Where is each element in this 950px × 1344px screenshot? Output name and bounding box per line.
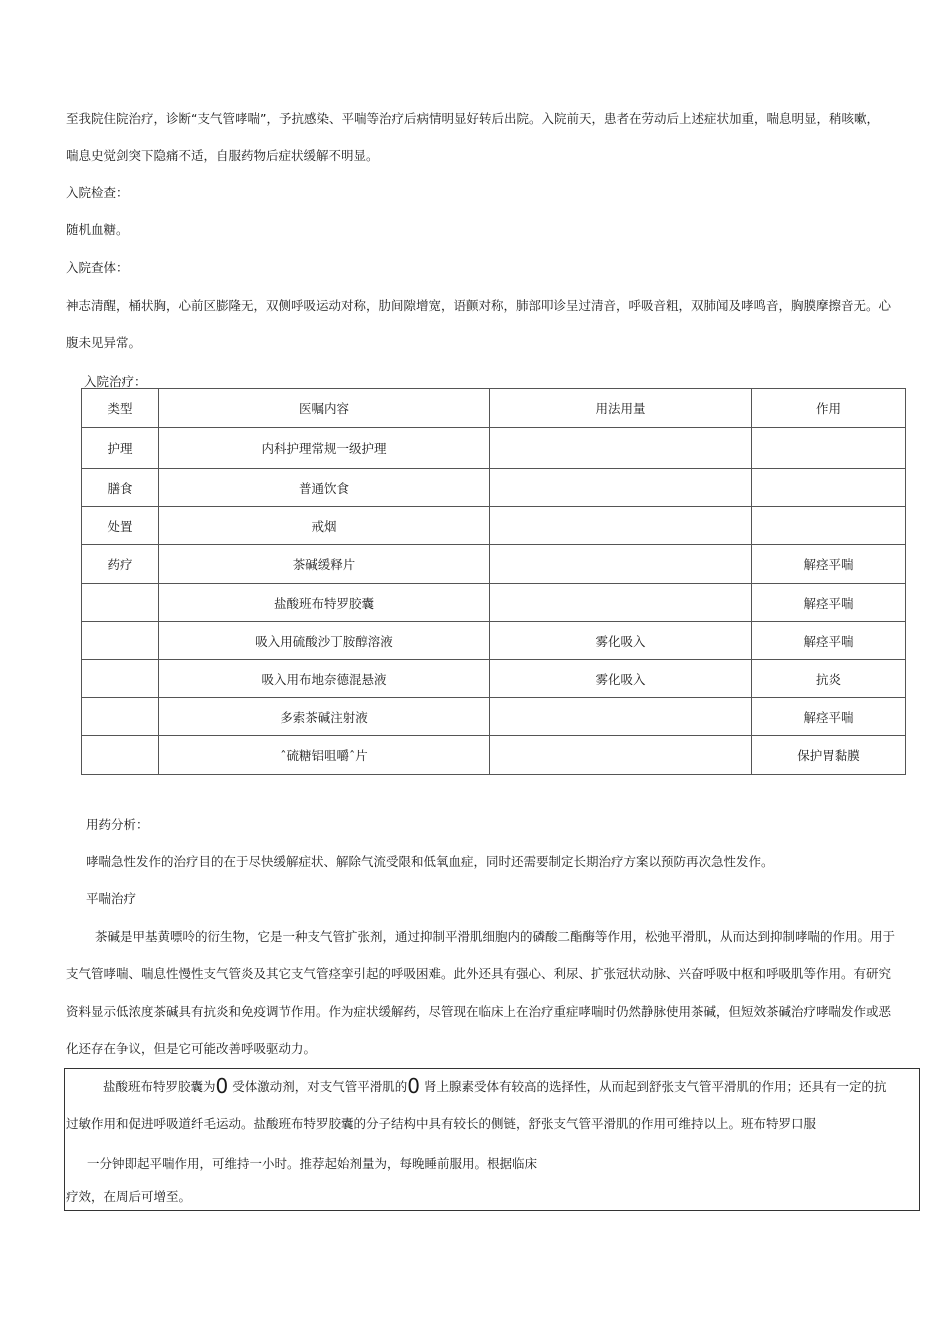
analysis-label: 用药分析： <box>86 817 149 832</box>
bambuterol-line-3: 一分钟即起平喘作用，可维持一小时。推荐起始剂量为，每晚睡前服用。根据临床 <box>87 1156 538 1171</box>
cell-dosage <box>490 469 752 507</box>
bambuterol-box <box>64 1068 920 1211</box>
table-row <box>82 428 906 469</box>
cell-dosage: 雾化吸入 <box>490 622 752 660</box>
cell-type <box>82 622 159 660</box>
cell-dosage <box>490 507 752 545</box>
table-header-row <box>82 389 906 428</box>
cell-order: ˆ硫糖铝咀嚼ˆ片 <box>159 736 490 775</box>
cell-effect <box>752 507 906 545</box>
cell-order: 吸入用布地奈德混悬液 <box>159 660 490 698</box>
cell-dosage <box>490 545 752 584</box>
physical-exam-line-1: 神志清醒，桶状胸，心前区膨隆无，双侧呼吸运动对称，肋间隙增宽，语颤对称，肺部叩诊呈过清音，呼吸音粗，双肺闻及哮鸣音，胸膜摩擦音无。心 <box>66 298 892 313</box>
beta-symbol-1: 0 <box>215 1074 229 1098</box>
cell-effect: 保护胃黏膜 <box>752 736 906 775</box>
cell-type: 护理 <box>82 428 159 469</box>
table-row <box>82 545 906 584</box>
admission-exam-value: 随机血糖。 <box>66 222 129 237</box>
header-order-content: 医嘱内容 <box>159 389 490 428</box>
analysis-subheading: 平喘治疗 <box>86 891 137 906</box>
cell-effect: 抗炎 <box>752 660 906 698</box>
bambuterol-line-2: 过敏作用和促进呼吸道纤毛运动。盐酸班布特罗胶囊的分子结构中具有较长的侧链，舒张支气管平滑肌的作用可维持以上。班布特罗口服 <box>66 1116 817 1131</box>
table-row <box>82 660 906 698</box>
cell-effect: 解痉平喘 <box>752 698 906 736</box>
cell-dosage: 雾化吸入 <box>490 660 752 698</box>
table-row <box>82 622 906 660</box>
cell-order: 盐酸班布特罗胶囊 <box>159 584 490 622</box>
header-effect: 作用 <box>752 389 906 428</box>
history-line-1: 至我院住院治疗，诊断“支气管哮喘”，予抗感染、平喘等治疗后病情明显好转后出院。入院前天，患者在劳动后上述症状加重，喘息明显，稍咳嗽， <box>66 111 879 126</box>
theophylline-line-2: 支气管哮喘、喘息性慢性支气管炎及其它支气管痉挛引起的呼吸困难。此外还具有强心、利尿、扩张冠状动脉、兴奋呼吸中枢和呼吸肌等作用。有研究 <box>66 966 892 981</box>
cell-type <box>82 660 159 698</box>
theophylline-line-1: 茶碱是甲基黄嘌呤的衍生物，它是一种支气管扩张剂，通过抑制平滑肌细胞内的磷酸二酯酶等作用，松弛平滑肌，从而达到抑制哮喘的作用。用于 <box>95 929 896 944</box>
cell-dosage <box>490 698 752 736</box>
treatment-label: 入院治疗： <box>84 374 147 389</box>
analysis-intro: 哮喘急性发作的治疗目的在于尽快缓解症状、解除气流受限和低氧血症，同时还需要制定长期治疗方案以预防再次急性发作。 <box>86 854 774 869</box>
cell-type: 膳食 <box>82 469 159 507</box>
cell-order: 茶碱缓释片 <box>159 545 490 584</box>
physical-exam-line-2: 腹未见异常。 <box>66 335 142 350</box>
treatment-table <box>81 388 906 775</box>
cell-type <box>82 698 159 736</box>
cell-type: 药疗 <box>82 545 159 584</box>
cell-type: 处置 <box>82 507 159 545</box>
header-type: 类型 <box>82 389 159 428</box>
bambuterol-line-4: 疗效，在周后可增至。 <box>66 1189 192 1204</box>
beta-symbol-2: 0 <box>407 1074 420 1098</box>
admission-exam-label: 入院检查： <box>66 185 129 200</box>
cell-order: 吸入用硫酸沙丁胺醇溶液 <box>159 622 490 660</box>
bambuterol-text-a: 盐酸班布特罗胶囊为 <box>103 1079 216 1094</box>
cell-dosage <box>490 584 752 622</box>
theophylline-line-4: 化还存在争议，但是它可能改善呼吸驱动力。 <box>66 1041 317 1056</box>
cell-effect <box>752 469 906 507</box>
table-row <box>82 507 906 545</box>
table-row <box>82 469 906 507</box>
history-line-2: 喘息史觉剑突下隐痛不适，自服药物后症状缓解不明显。 <box>66 148 379 163</box>
cell-effect: 解痉平喘 <box>752 545 906 584</box>
table-row <box>82 736 906 775</box>
cell-dosage <box>490 736 752 775</box>
cell-effect: 解痉平喘 <box>752 584 906 622</box>
cell-effect: 解痉平喘 <box>752 622 906 660</box>
cell-dosage <box>490 428 752 469</box>
cell-order: 内科护理常规一级护理 <box>159 428 490 469</box>
cell-order: 多索茶碱注射液 <box>159 698 490 736</box>
bambuterol-text-c: 肾上腺素受体有较高的选择性，从而起到舒张支气管平滑肌的作用；还具有一定的抗 <box>424 1079 887 1094</box>
cell-order: 普通饮食 <box>159 469 490 507</box>
physical-exam-label: 入院查体： <box>66 260 129 275</box>
cell-type <box>82 584 159 622</box>
cell-type <box>82 736 159 775</box>
bambuterol-text-b: 受体激动剂，对支气管平滑肌的 <box>232 1079 408 1094</box>
theophylline-line-3: 资料显示低浓度茶碱具有抗炎和免疫调节作用。作为症状缓解药，尽管现在临床上在治疗重症哮喘时仍然静脉使用茶碱，但短效茶碱治疗哮喘发作或恶 <box>66 1004 892 1019</box>
table-row <box>82 584 906 622</box>
table-row <box>82 698 906 736</box>
header-dosage: 用法用量 <box>490 389 752 428</box>
cell-effect <box>752 428 906 469</box>
bambuterol-line-1 <box>103 1074 887 1098</box>
cell-order: 戒烟 <box>159 507 490 545</box>
